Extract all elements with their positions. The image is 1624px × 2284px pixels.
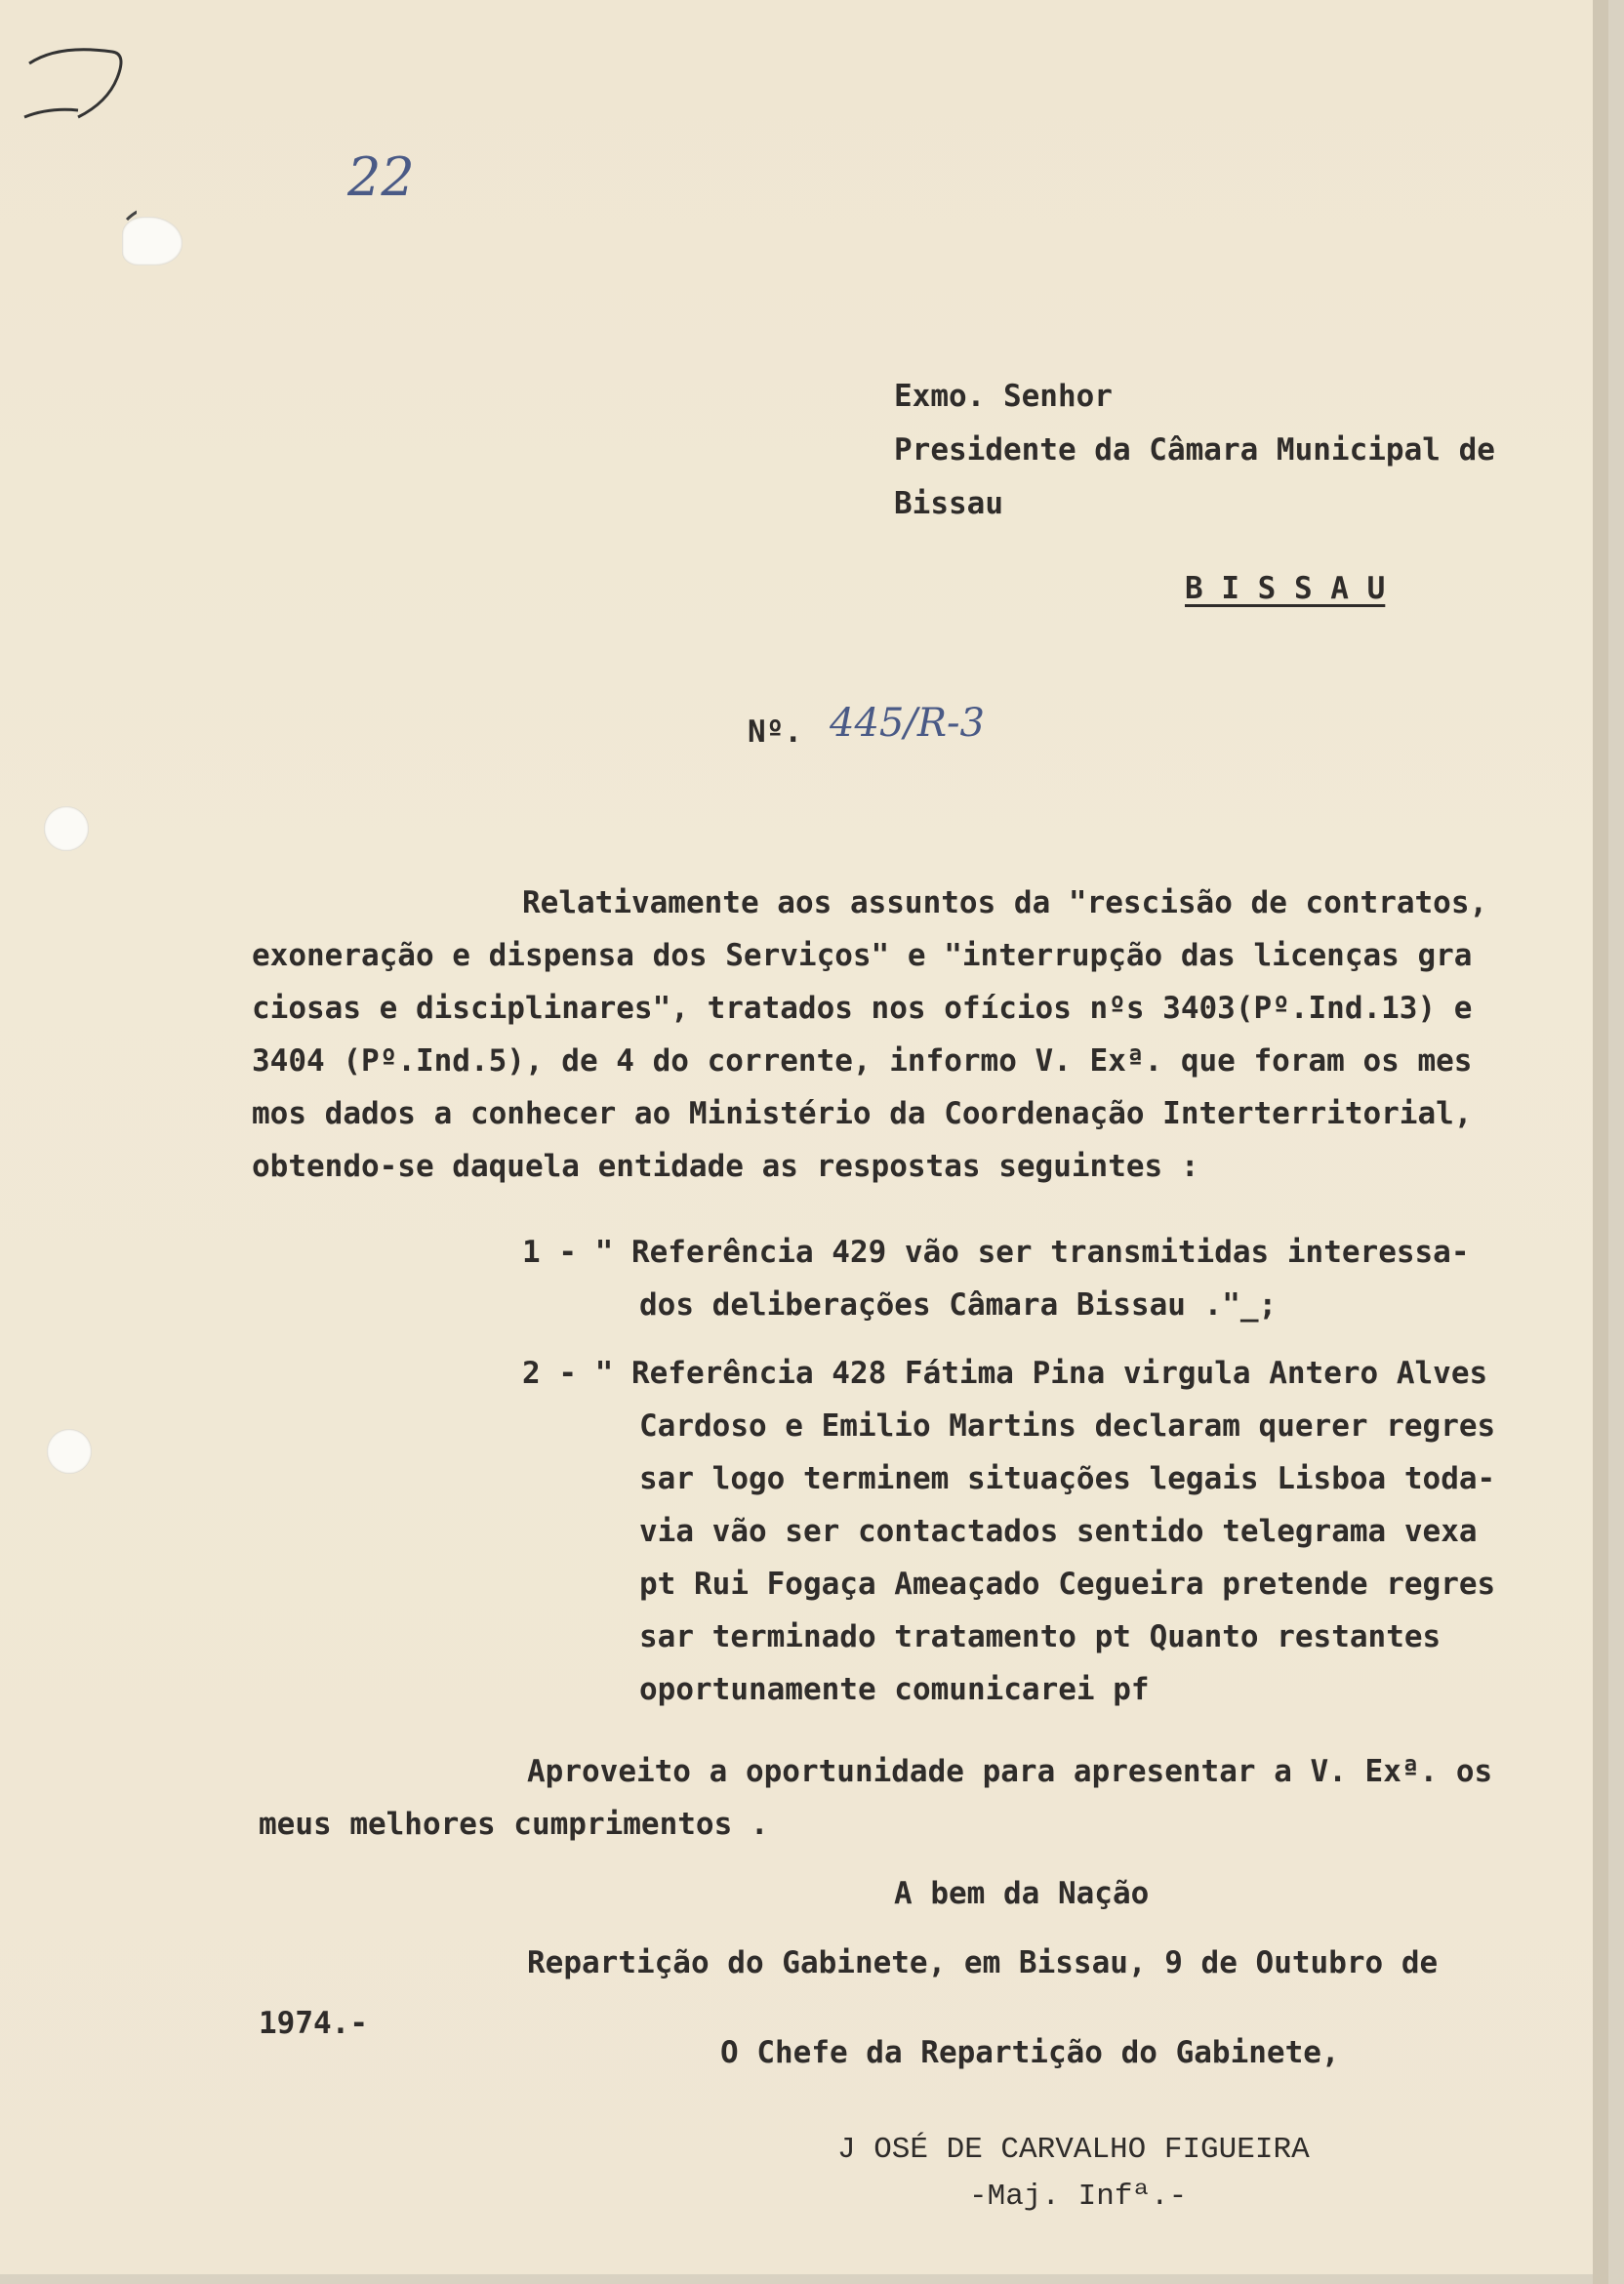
paragraph-1-line-5: mos dados a conhecer ao Ministério da Coordenação Interterritorial, [252, 1096, 1473, 1131]
paragraph-1-line-4: 3404 (Pº.Ind.5), de 4 do corrente, informo V. Exª. que foram os mes [252, 1043, 1473, 1079]
paragraph-1-line-1: Relativamente aos assuntos da "rescisão de contratos, [522, 885, 1488, 920]
corner-marks [20, 24, 137, 278]
reference-number-annotation: 445/R-3 [830, 701, 985, 746]
signatory-rank: -Maj. Infª.- [969, 2180, 1188, 2214]
addressee-line-1: Exmo. Senhor [894, 379, 1113, 414]
punch-hole-top [44, 806, 89, 851]
paragraph-1-line-6: obtendo-se daquela entidade as respostas seguintes : [252, 1149, 1199, 1184]
item-1-line-2: dos deliberações Câmara Bissau ."_; [639, 1287, 1278, 1323]
closing-line-1: Aproveito a oportunidade para apresentar a V. Exª. os [527, 1754, 1493, 1789]
punch-hole-bottom [47, 1429, 92, 1474]
item-2-line-7: oportunamente comunicarei pf [639, 1672, 1150, 1707]
page-number-annotation: 22 [347, 146, 415, 208]
signatory-name: J OSÉ DE CARVALHO FIGUEIRA [837, 2133, 1310, 2167]
addressee-city: B I S S A U [1185, 571, 1386, 606]
salutation: A bem da Nação [894, 1876, 1150, 1911]
place-date: Repartição do Gabinete, em Bissau, 9 de Outubro de [527, 1945, 1439, 1980]
addressee-line-2: Presidente da Câmara Municipal de [894, 432, 1495, 468]
item-1-line-1: 1 - " Referência 429 vão ser transmitidas interessa- [522, 1235, 1470, 1270]
item-2-line-6: sar terminado tratamento pt Quanto restantes [639, 1619, 1441, 1654]
signatory-title: O Chefe da Repartição do Gabinete, [720, 2035, 1340, 2070]
addressee-line-3: Bissau [894, 486, 1003, 521]
number-prefix: Nº. [748, 714, 802, 750]
paragraph-1-line-2: exoneração e dispensa dos Serviços" e "interrupção das licenças gra [252, 938, 1473, 973]
page-edge [1593, 0, 1608, 2284]
item-2-line-3: sar logo terminem situações legais Lisboa toda- [639, 1461, 1496, 1496]
item-2-line-1: 2 - " Referência 428 Fátima Pina virgula Antero Alves [522, 1356, 1488, 1391]
paragraph-1-line-3: ciosas e disciplinares", tratados nos ofícios nºs 3403(Pº.Ind.13) e [252, 991, 1473, 1026]
closing-line-2: meus melhores cumprimentos . [259, 1807, 769, 1842]
item-2-line-5: pt Rui Fogaça Ameaçado Cegueira pretende regres [639, 1567, 1496, 1602]
year: 1974.- [259, 2006, 368, 2041]
torn-corner [122, 217, 183, 265]
item-2-line-4: via vão ser contactados sentido telegrama vexa [639, 1514, 1478, 1549]
item-2-line-2: Cardoso e Emilio Martins declaram querer regres [639, 1408, 1496, 1444]
